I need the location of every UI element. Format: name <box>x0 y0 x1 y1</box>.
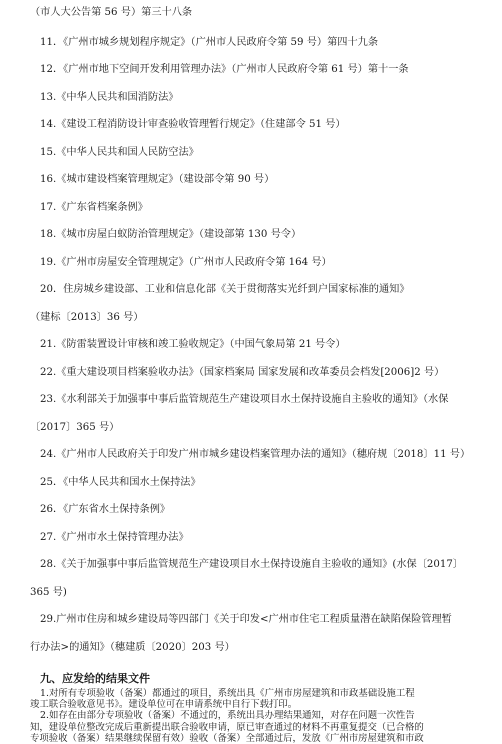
list-item: 14.《建设工程消防设计审查验收管理暂行规定》（住建部令 51 号） <box>40 119 346 130</box>
list-item: 23.《水利部关于加强事中事后监管规范生产建设项目水土保持设施自主验收的通知》（水保 <box>40 394 449 405</box>
paragraph-line: 专项验收（备案）结果继续保留有效）验收（备案）全部通过后，发放《广州市房屋建筑和市政 <box>30 732 424 744</box>
paragraph-line: 1.对所有专项验收（备案）都通过的项目，系统出具《广州市房屋建筑和市政基础设施工程 <box>40 688 415 699</box>
list-item: 19.《广州市房屋安全管理规定》（广州市人民政府令第 164 号） <box>40 257 332 268</box>
section-heading: 九、应发给的结果文件 <box>40 672 150 685</box>
text-line: （建标〔2013〕36 号） <box>30 312 144 323</box>
paragraph-line: 2.如存在由部分专项验收（备案）不通过的，系统出具办理结果通知，对存在问题一次性告 <box>40 710 415 722</box>
paragraph-line: 竣工联合验收意见书》。建设单位可在申请系统中自行下载打印。 <box>30 699 298 711</box>
list-item: 24.《广州市人民政府关于印发广州市城乡建设档案管理办法的通知》（穗府规〔2018〕11 号） <box>40 449 471 460</box>
list-item: 17.《广东省档案条例》 <box>40 202 148 213</box>
list-item: 16.《城市建设档案管理规定》（建设部令第 90 号） <box>40 174 275 185</box>
list-item: 18.《城市房屋白蚁防治管理规定》（建设部第 130 号令） <box>40 229 302 240</box>
list-item: 12．《广州市地下空间开发利用管理办法》（广州市人民政府令第 61 号）第十一条 <box>40 64 409 75</box>
text-line: （市人大公告第 56 号）第三十八条 <box>30 7 193 18</box>
list-item: 25．《中华人民共和国水土保持法》 <box>40 477 201 488</box>
paragraph-line: 知，建设单位整改完成后重新提出联合验收申请，原已审查通过的材料不再重复提交（已合格的 <box>30 721 424 733</box>
list-item: 15.《中华人民共和国人民防空法》 <box>40 147 199 158</box>
list-item: 28.《关于加强事中事后监管规范生产建设项目水土保持设施自主验收的通知》(水保〔2017〕 <box>40 559 464 570</box>
list-item: 13.《中华人民共和国消防法》 <box>40 92 179 103</box>
list-item: 29.广州市住房和城乡建设局等四部门《关于印发<广州市住宅工程质量潜在缺陷保险管理暂 <box>40 614 452 625</box>
text-line: 行办法>的通知》（穗建质〔2020〕203 号） <box>30 642 235 653</box>
list-item: 22.《重大建设项目档案验收办法》（国家档案局 国家发展和改革委员会档发[2006]2 号） <box>40 367 445 378</box>
text-line: 〔2017〕365 号） <box>30 422 120 433</box>
list-item: 26．《广东省水土保持条例》 <box>40 504 171 515</box>
list-item: 11．《广州市城乡规划程序规定》（广州市人民政府令第 59 号）第四十九条 <box>40 37 379 48</box>
text-line: 365 号) <box>30 587 67 598</box>
list-item: 27.《广州市水土保持管理办法》 <box>40 532 189 543</box>
list-item: 21.《防雷装置设计审核和竣工验收规定》（中国气象局第 21 号令） <box>40 339 346 350</box>
list-item: 20．住房城乡建设部、工业和信息化部《关于贯彻落实光纤到户国家标准的通知》 <box>40 284 410 295</box>
